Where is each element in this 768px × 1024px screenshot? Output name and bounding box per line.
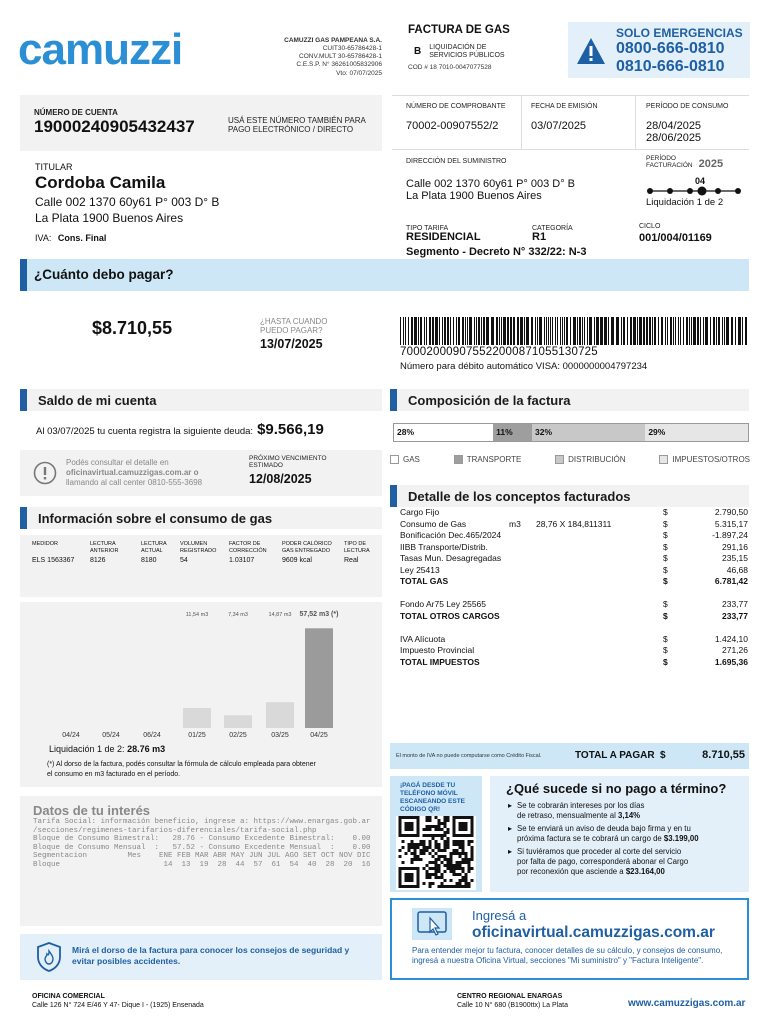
due-label-2: PUEDO PAGAR? (260, 326, 323, 336)
legend-swatch (659, 455, 668, 464)
qr-text-1: ¡PAGÁ DESDE TU (400, 782, 456, 789)
composicion-segment (645, 424, 748, 441)
composicion-segment (394, 424, 493, 441)
liquidacion-consumo-label: Liquidación 1 de 2: (49, 744, 125, 754)
detalle-row (400, 634, 750, 646)
invoice-subtitle-1: LIQUIDACIÓN DE (429, 44, 487, 51)
footer-oficina-label: OFICINA COMERCIAL (32, 993, 105, 1000)
detalle-row (400, 599, 750, 611)
total-sign: $ (660, 750, 666, 761)
consumo-col-header: LECTURA (344, 547, 370, 554)
periodo-fact-year: 2025 (698, 157, 724, 170)
detalle-sign: $ (663, 530, 668, 540)
qr-text-2: TELÉFONO MÓVIL (400, 790, 458, 797)
oficina-text: Para entender mejor tu factura, conocer detalles de su cálculo, y consejos de consumo, ingresá a nuestra Oficina Virtual, secciones "Mi suministro" y "Factura Inteligente". (412, 946, 723, 965)
detalle-concept: IVA Alícuota (400, 633, 446, 644)
datos-line: Bloque 14 13 19 28 44 57 61 54 40 28 20 16 (33, 860, 371, 869)
consumo-col-value: 1.03107 (229, 557, 255, 564)
chart-x-label: 04/24 (62, 732, 80, 739)
bullet-icon: ▸ (508, 801, 512, 810)
detalle-concept: Tasas Mun. Desagregadas (400, 553, 502, 563)
suministro-address-1: Calle 002 1370 60y61 P° 003 D° B (406, 178, 576, 191)
warning-icon (576, 37, 606, 65)
invoice-title: FACTURA DE GAS (408, 24, 510, 36)
legend-item (659, 455, 750, 464)
periodo-label: PERÍODO DE CONSUMO (646, 103, 729, 110)
detalle-value: 1.695,36 (714, 656, 748, 667)
saldo-title: Saldo de mi cuenta (38, 392, 157, 408)
detalle-value: 46,68 (726, 564, 748, 575)
nopago-item3-line1: Si tuviéramos que proceder al corte del servicio (517, 847, 682, 857)
liquidacion-label: Liquidación 1 de 2 (646, 196, 724, 208)
saldo-info-link[interactable]: oficinavirtual.camuzzigas.com.ar o (66, 468, 199, 477)
consumo-chart (20, 602, 382, 742)
saldo-info-3: llamando al call center 0810-555-3698 (66, 478, 203, 487)
nopago-item3-value: $23.164,00 (625, 866, 665, 876)
emision-label: FECHA DE EMISIÓN (531, 103, 598, 110)
detalle-value: 291,16 (722, 541, 748, 552)
barcode-number: 7000200090755220008710551307​25 (400, 346, 598, 358)
qr-text-3: ESCANEANDO ESTE (400, 798, 466, 805)
composicion-segment (493, 424, 532, 441)
consumo-col (141, 541, 167, 564)
logo (18, 25, 213, 74)
ciclo-value: 001/004/01169 (639, 232, 712, 245)
chart-x-label: 04/25 (310, 732, 328, 739)
account-number-box (20, 95, 382, 151)
click-hand-icon (412, 908, 452, 940)
consumo-title: Información sobre el consumo de gas (38, 510, 273, 526)
chart-value-label: 7,34 m3 (228, 612, 248, 618)
nopago-item2-line1: Se te enviará un aviso de deuda bajo firma y en tu (517, 824, 691, 834)
consumo-col-header: CORRECCIÓN (229, 547, 267, 554)
datos-line: Segmentacion Mes ENE FEB MAR ABR MAY JUN JUL AGO SET OCT NOV DIC (33, 852, 371, 860)
footer-web[interactable]: www.camuzzigas.com.ar (628, 998, 746, 1009)
detalle-sign: $ (663, 645, 668, 655)
invoice-type-box (408, 24, 558, 72)
account-note-1: USÁ ESTE NÚMERO TAMBIÉN PARA (228, 116, 366, 125)
ciclo-label: CICLO (639, 223, 661, 230)
detalle-sign: $ (663, 610, 668, 621)
holder-block (35, 162, 375, 243)
consumo-col-header: TIPO DE (344, 541, 367, 547)
total-label: TOTAL A PAGAR (575, 750, 655, 761)
consumo-col-value: ELS 1563367 (32, 557, 75, 564)
emergency-phone-2[interactable]: 0810-666-0810 (616, 58, 725, 75)
saldo-info-box (20, 450, 382, 496)
saldo-text: Al 03/07/2025 tu cuenta registra la siguiente deuda: (36, 426, 254, 437)
consumo-col-value: 54 (180, 557, 188, 564)
composicion-segment (532, 424, 645, 441)
datos-line: Bloque de Consumo Mensual : 57.52 - Consumo Excedente Mensual : 0.00 (33, 843, 371, 852)
chart-value-label: 57,52 m3 (*) (299, 611, 339, 618)
detalle-row (400, 611, 750, 623)
consumo-col (229, 541, 267, 564)
detalle-sign: $ (663, 599, 668, 609)
consumo-col (180, 541, 217, 564)
holder-address-2: La Plata 1900 Buenos Aires (35, 211, 184, 225)
detalle-row (400, 519, 750, 531)
holder-label: TITULAR (35, 162, 73, 172)
periodo-timeline (646, 186, 742, 196)
barcode (400, 317, 748, 345)
chart-x-label: 05/24 (102, 732, 120, 739)
consumo-col-header: REGISTRADO (180, 547, 217, 554)
composicion-segment-label: 11% (496, 427, 513, 437)
chart-bar (224, 715, 252, 728)
legend-swatch (390, 455, 399, 464)
emision-value: 03/07/2025 (531, 120, 587, 133)
invoice-subtitle-2: SERVICIOS PÚBLICOS (429, 52, 505, 60)
invoice-letter: B (414, 46, 422, 57)
datos-title: Datos de tu interés (33, 803, 151, 818)
shield-flame-icon (36, 942, 62, 972)
periodo-fact-label-2: FACTURACIÓN (646, 162, 693, 170)
company-cesp: C.E.S.P. N° 36261005832906 (296, 61, 382, 69)
detalle-value: 5.315,17 (714, 518, 748, 529)
saldo-header (20, 389, 382, 411)
consumo-col-header: PODER CALÓRICO (282, 541, 332, 547)
holder-address-1: Calle 002 1370 60y61 P° 003 D° B (35, 195, 220, 209)
categoria-value: R1 (532, 231, 547, 244)
consumo-col (90, 541, 119, 564)
datos-line: /secciones/regimenes-tarifarios-diferenciales/tarifa-social.php (33, 826, 317, 835)
periodo-from: 28/04/2025 (646, 120, 702, 133)
detalle-sign: $ (663, 633, 668, 644)
detalle-row (400, 657, 750, 669)
holder-name: Cordoba Camila (35, 173, 166, 192)
detalle-sign: $ (663, 553, 668, 563)
detalle-sign: $ (663, 564, 668, 575)
detalle-unit: m3 (509, 518, 521, 529)
footer-centro-address: Calle 10 N° 680 (B1900ttx) La Plata (457, 1002, 568, 1009)
next-label-2: ESTIMADO (249, 462, 283, 470)
nopago-box (490, 776, 749, 892)
due-date: 13/07/2025 (260, 337, 323, 352)
comprobante-label: NÚMERO DE COMPROBANTE (406, 103, 506, 110)
composicion-segment-label: 28% (397, 427, 415, 437)
consumo-col-header: ANTERIOR (90, 547, 119, 554)
consumo-col-value: Real (344, 557, 359, 564)
pay-section-header (20, 259, 749, 291)
legend-item (555, 455, 625, 464)
consumo-col-header: MEDIDOR (32, 541, 58, 547)
legend-label: GAS (403, 455, 420, 464)
composicion-bar (393, 423, 749, 442)
detalle-row (400, 565, 750, 577)
account-number: 19000240905432437 (34, 117, 195, 137)
detalle-concept: TOTAL IMPUESTOS (400, 656, 480, 667)
invoice-code: COD # 18 7010-0047077528 (408, 64, 492, 72)
chart-value-label: 11,54 m3 (185, 612, 209, 618)
account-number-label: NÚMERO DE CUENTA (34, 108, 118, 117)
saldo-info-1: Podés consultar el detalle en (66, 458, 169, 467)
segmento: Segmento - Decreto N° 332/22: N-3 (406, 246, 587, 258)
consumo-col-header: FACTOR DE (229, 541, 261, 547)
chart-bar (183, 708, 211, 728)
composicion-title: Composición de la factura (408, 392, 571, 408)
detalle-sign: $ (663, 656, 668, 667)
company-name: CAMUZZI GAS PAMPEANA S.A. (284, 37, 382, 44)
datos-box (20, 796, 382, 926)
detalle-value: 235,15 (722, 553, 748, 563)
consumo-col (344, 541, 370, 564)
detalle-value: 271,26 (722, 645, 748, 655)
pay-section-title: ¿Cuánto debo pagar? (34, 267, 174, 282)
chart-bar (266, 702, 294, 728)
nopago-title: ¿Qué sucede si no pago a término? (506, 781, 727, 796)
categoria-label: CATEGORÍA (532, 225, 573, 232)
total-box (390, 743, 749, 769)
detalle-row (400, 645, 750, 657)
info-circle-icon (33, 461, 57, 485)
detalle-sign: $ (663, 576, 668, 586)
periodo-to: 28/06/2025 (646, 132, 702, 145)
detalle-value: 2.790,50 (714, 507, 748, 517)
liquidacion-consumo-value: 28.76 m3 (127, 744, 166, 754)
chart-x-label: 01/25 (188, 732, 206, 739)
emergency-phone-1[interactable]: 0800-666-0810 (616, 40, 725, 57)
legend-swatch (454, 455, 463, 464)
detalle-value: 6.781,42 (714, 576, 748, 586)
nopago-item1-line1: Se te cobrarán intereses por los días (517, 801, 645, 810)
detalle-title: Detalle de los conceptos facturados (408, 488, 631, 504)
consumo-col-header: GAS ENTREGADO (282, 547, 330, 554)
consumo-chart-box (20, 602, 382, 787)
consumo-col-header: LECTURA (90, 541, 116, 547)
qr-box (390, 776, 482, 892)
detalle-row (400, 553, 750, 565)
periodo-facturacion (646, 155, 746, 208)
nopago-item1-line2: de retraso, mensualmente al (517, 810, 618, 820)
consumo-col (282, 541, 332, 564)
comprobante-value: 70002-00907552/2 (406, 120, 499, 133)
consumo-col (32, 541, 75, 564)
nopago-item3-line3: por reconexión que asciende a (517, 866, 626, 876)
detalle-concept: IIBB Transporte/Distrib. (400, 541, 488, 552)
tarifa-label: TIPO TARIFA (406, 225, 449, 232)
chart-value-label: 14,87 m3 (268, 612, 292, 618)
company-cuit: CUIT30-65786428-1 (322, 45, 382, 53)
detalle-row (400, 530, 750, 542)
iva-value: Cons. Final (57, 233, 107, 243)
composicion-segment-label: 32% (535, 427, 553, 437)
suministro-address-2: La Plata 1900 Buenos Aires (406, 190, 542, 203)
legend-swatch (555, 455, 564, 464)
detalle-concept: Cargo Fijo (400, 507, 440, 517)
next-label-1: PRÓXIMO VENCIMIENTO (249, 455, 327, 462)
detalle-row (400, 576, 750, 588)
detalle-qty: 28,76 X 184,811311 (536, 518, 612, 529)
next-date: 12/08/2025 (249, 471, 312, 486)
datos-lines (33, 818, 371, 869)
company-info (250, 37, 382, 78)
footer-centro-label: CENTRO REGIONAL ENARGAS (457, 993, 563, 1000)
emergency-label: SOLO EMERGENCIAS (616, 26, 743, 40)
due-label-1: ¿HASTA CUANDO (260, 317, 328, 326)
consumo-header (20, 507, 382, 529)
company-vto: Vto: 07/07/2025 (336, 69, 382, 77)
composicion-segment-label: 29% (648, 427, 666, 437)
legend-label: IMPUESTOS/OTROS (672, 455, 750, 464)
nopago-item1-value: 3,14% (617, 810, 641, 820)
legend-item (390, 455, 420, 464)
chart-x-label: 03/25 (271, 732, 289, 739)
iva-label: IVA: (35, 233, 52, 243)
periodo-fact-label-1: PERÍODO (646, 155, 676, 162)
visa-debit-text: Número para débito automático VISA: 0000000004797234 (400, 361, 648, 372)
consumo-table (20, 535, 382, 597)
detalle-concept: Impuesto Provincial (400, 645, 475, 655)
nopago-item2-value: $3.199,00 (663, 833, 699, 843)
composicion-legend (390, 455, 750, 464)
pay-due (260, 317, 327, 351)
consumo-footnote-1: (*) Al dorso de la factura, podés consultar la fórmula de cálculo empleada para obtener (47, 761, 316, 768)
suministro-label: DIRECCIÓN DEL SUMINISTRO (406, 158, 507, 165)
detalle-table (400, 507, 750, 668)
detalle-row (400, 622, 750, 634)
detalle-value: -1.897,24 (712, 530, 748, 540)
nopago-item3-line2: por falta de pago, corresponderá abonar el Cargo (517, 856, 689, 866)
datos-line: Bloque de Consumo Bimestral: 28.76 - Consumo Excedente Bimestral: 0.00 (33, 835, 371, 843)
iva-note: El monto de IVA no puede computarse como Crédito Fiscal. (396, 753, 542, 759)
oficina-url[interactable]: oficinavirtual.camuzzigas.com.ar (472, 924, 715, 941)
qr-code[interactable] (396, 816, 476, 890)
detalle-concept: TOTAL OTROS CARGOS (400, 610, 500, 621)
detalle-row (400, 542, 750, 554)
legend-label: TRANSPORTE (466, 455, 522, 464)
legend-item (454, 455, 522, 464)
seguridad-box (20, 934, 382, 980)
detalle-value: 1.424,10 (714, 633, 748, 644)
consumo-col-value: 8126 (90, 557, 106, 564)
legend-label: DISTRIBUCIÓN (568, 455, 626, 464)
company-conv: CONV.MULT 30-65786428-1 (299, 53, 382, 61)
nopago-item2-line2: próxima factura se te cobrará un cargo de (517, 833, 664, 843)
logo-text: camuzzi (18, 25, 183, 74)
consumo-col-value: 9609 kcal (282, 557, 312, 564)
detalle-concept: Bonificación Dec.465/2024 (400, 530, 502, 540)
consumo-col-value: 8180 (141, 557, 157, 564)
pay-amount: $8.710,55 (92, 318, 173, 338)
detalle-header (390, 485, 749, 507)
chart-x-label: 02/25 (229, 732, 247, 739)
detalle-concept: TOTAL GAS (400, 576, 449, 586)
bullet-icon: ▸ (508, 824, 512, 834)
saldo-amount: $9.566,19 (257, 421, 324, 438)
detalle-row (400, 507, 750, 519)
tarifa-value: RESIDENCIAL (406, 231, 481, 244)
detalle-row (400, 588, 750, 600)
consumo-footnote-2: el consumo en m3 facturado en el período. (47, 771, 181, 778)
seguridad-text: Mirá el dorso de la factura para conocer los consejos de seguridad y evitar posibles accidentes. (72, 945, 350, 966)
invoice-details (392, 95, 749, 260)
chart-bar (305, 628, 333, 728)
detalle-sign: $ (663, 507, 668, 517)
detalle-concept: Consumo de Gas (400, 518, 467, 529)
detalle-concept: Fondo Ar75 Ley 25565 (400, 599, 487, 609)
detalle-sign: $ (663, 518, 668, 529)
qr-text-4: CÓDIGO QR! (400, 806, 441, 813)
oficina-box (390, 898, 749, 980)
footer-oficina-address: Calle 126 N° 724 E/46 Y 47- Dique I - (1925) Ensenada (32, 1002, 204, 1009)
detalle-concept: Ley 25413 (400, 564, 440, 575)
consumo-col-header: VOLUMEN (180, 541, 208, 547)
account-note-2: PAGO ELECTRÓNICO / DIRECTO (228, 125, 354, 135)
composicion-header (390, 389, 749, 411)
total-value: 8.710,55 (702, 749, 745, 761)
detalle-value: 233,77 (722, 610, 748, 621)
consumo-col-header: LECTURA (141, 541, 167, 547)
detalle-value: 233,77 (722, 599, 748, 609)
oficina-ingresa: Ingresá a (472, 908, 527, 923)
emergency-box (568, 22, 750, 78)
periodo-fact-month: 04 (695, 175, 706, 186)
datos-line: Tarifa Social: información beneficio, ingrese a: https://www.enargas.gob.ar (33, 818, 371, 826)
chart-x-label: 06/24 (143, 732, 161, 739)
detalle-sign: $ (663, 541, 668, 552)
bullet-icon: ▸ (508, 847, 512, 857)
consumo-col-header: ACTUAL (141, 547, 163, 554)
